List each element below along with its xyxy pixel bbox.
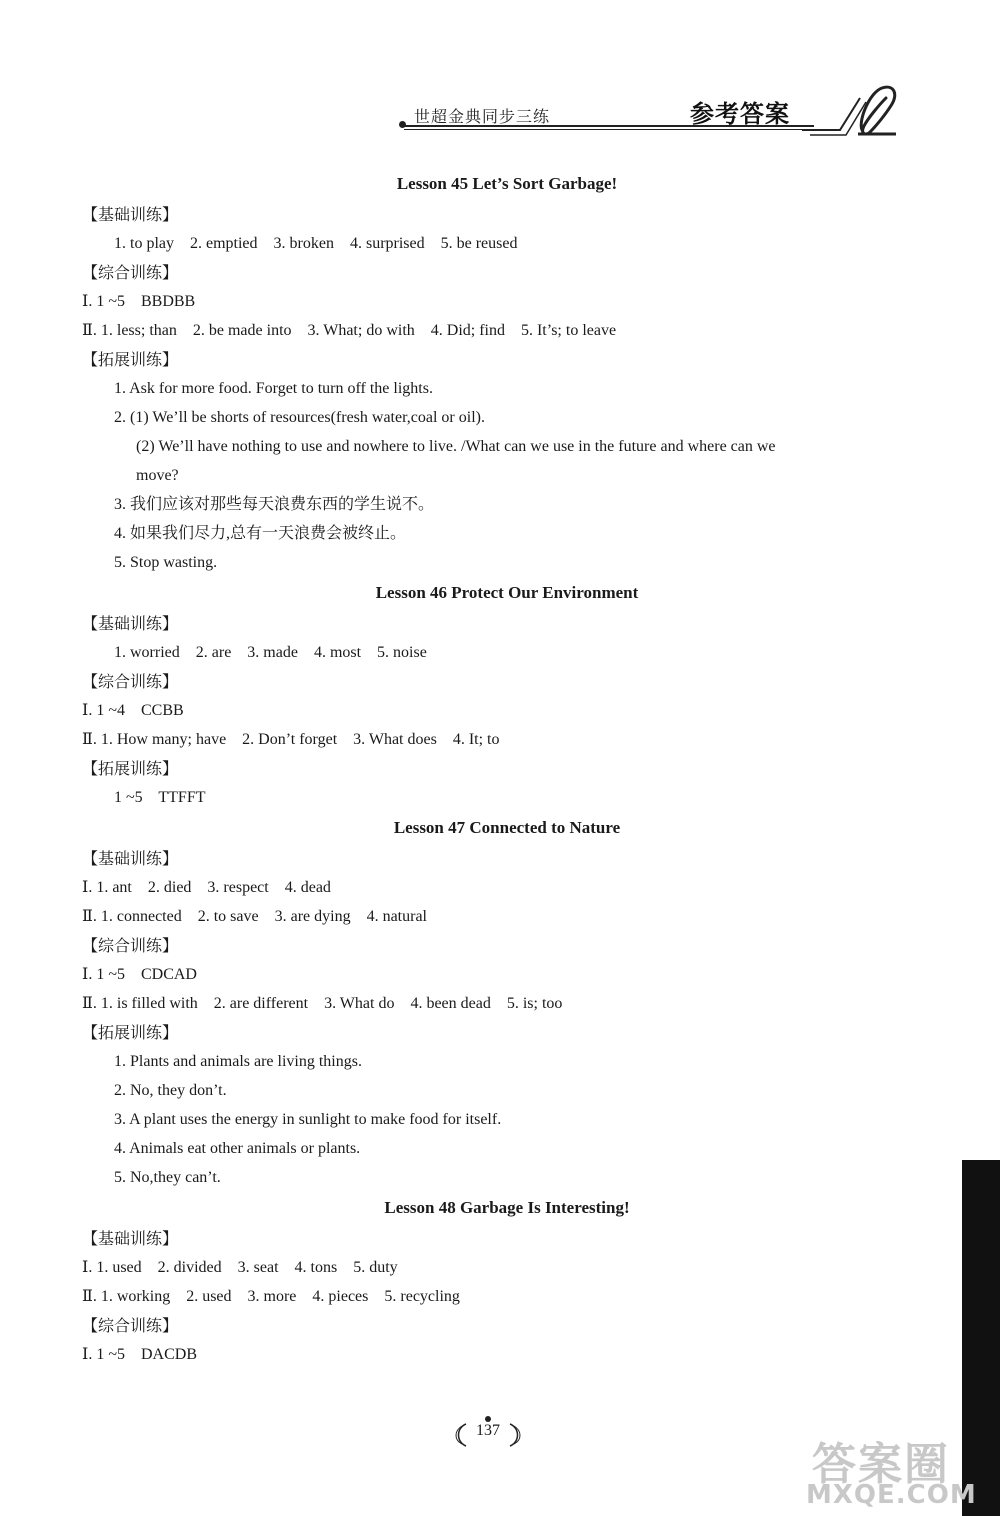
- page-header: [0, 0, 1000, 150]
- watermark-logo-text: 答案圈: [812, 1439, 950, 1490]
- section-heading: 【拓展训练】: [82, 350, 179, 369]
- page-number-text: 137: [476, 1422, 500, 1439]
- answer-line: Ⅱ. 1. How many; have 2. Don’t forget 3. What does 4. It; to: [82, 731, 500, 748]
- answer-line: 1. Plants and animals are living things.: [114, 1053, 362, 1070]
- lesson-title: Lesson 46 Protect Our Environment: [375, 583, 639, 602]
- answer-line: Ⅰ. 1 ~5 CDCAD: [82, 966, 197, 983]
- section-heading: 【基础训练】: [82, 614, 179, 633]
- section-heading: 【基础训练】: [82, 1229, 179, 1248]
- paperclip-icon: [800, 80, 900, 140]
- answer-line: 5. No,they can’t.: [114, 1169, 221, 1186]
- answer-line: Ⅰ. 1 ~5 DACDB: [82, 1346, 197, 1363]
- header-rule-thin: [404, 129, 814, 130]
- answer-line: 5. Stop wasting.: [114, 554, 218, 571]
- answer-line: 1 ~5 TTFFT: [114, 789, 206, 806]
- lesson-title: Lesson 45 Let’s Sort Garbage!: [396, 174, 618, 193]
- answer-line: 4. 如果我们尽力,总有一天浪费会被终止。: [114, 525, 407, 542]
- lesson-title: Lesson 47 Connected to Nature: [393, 818, 621, 837]
- answer-content: [82, 168, 912, 1369]
- watermark: [790, 1428, 1000, 1516]
- answer-line: Ⅱ. 1. less; than 2. be made into 3. What; do with 4. Did; find 5. It’s; to leave: [82, 322, 617, 339]
- section-heading: 【综合训练】: [82, 936, 179, 955]
- section-heading: 【拓展训练】: [82, 759, 179, 778]
- answer-line: 1. worried 2. are 3. made 4. most 5. noise: [114, 644, 427, 661]
- section-heading: 【综合训练】: [82, 1316, 179, 1335]
- answer-line: 2. (1) We’ll be shorts of resources(fresh water,coal or oil).: [114, 409, 485, 426]
- answer-line: Ⅰ. 1 ~5 BBDBB: [82, 293, 196, 310]
- watermark-url: MXQE.COM: [806, 1480, 977, 1510]
- page-number: [452, 1414, 524, 1448]
- answer-line: 1. to play 2. emptied 3. broken 4. surprised 5. be reused: [114, 235, 518, 252]
- section-heading: 【综合训练】: [82, 263, 179, 282]
- lesson-title: Lesson 48 Garbage Is Interesting!: [384, 1198, 630, 1217]
- answer-line: Ⅱ. 1. is filled with 2. are different 3. What do 4. been dead 5. is; too: [82, 995, 563, 1012]
- answer-line: 2. No, they don’t.: [114, 1082, 227, 1099]
- answer-line: 1. Ask for more food. Forget to turn off the lights.: [114, 380, 433, 397]
- answer-line: move?: [136, 467, 179, 484]
- section-heading: 【拓展训练】: [82, 1023, 179, 1042]
- answer-line: 3. A plant uses the energy in sunlight to make food for itself.: [114, 1111, 502, 1128]
- header-series-name: 世超金典同步三练: [414, 107, 551, 126]
- answer-line: (2) We’ll have nothing to use and nowhere to live. /What can we use in the future and where can we: [136, 438, 776, 455]
- answer-line: Ⅰ. 1. ant 2. died 3. respect 4. dead: [82, 879, 331, 896]
- header-title: 参考答案: [690, 100, 790, 128]
- answer-line: Ⅱ. 1. connected 2. to save 3. are dying 4. natural: [82, 908, 427, 925]
- answer-line: 3. 我们应该对那些每天浪费东西的学生说不。: [114, 496, 435, 513]
- answer-line: Ⅰ. 1. used 2. divided 3. seat 4. tons 5. duty: [82, 1259, 398, 1276]
- answer-line: Ⅰ. 1 ~4 CCBB: [82, 702, 184, 719]
- section-heading: 【基础训练】: [82, 205, 179, 224]
- answer-line: 4. Animals eat other animals or plants.: [114, 1140, 361, 1157]
- section-heading: 【综合训练】: [82, 672, 179, 691]
- answer-line: Ⅱ. 1. working 2. used 3. more 4. pieces 5. recycling: [82, 1288, 460, 1305]
- section-heading: 【基础训练】: [82, 849, 179, 868]
